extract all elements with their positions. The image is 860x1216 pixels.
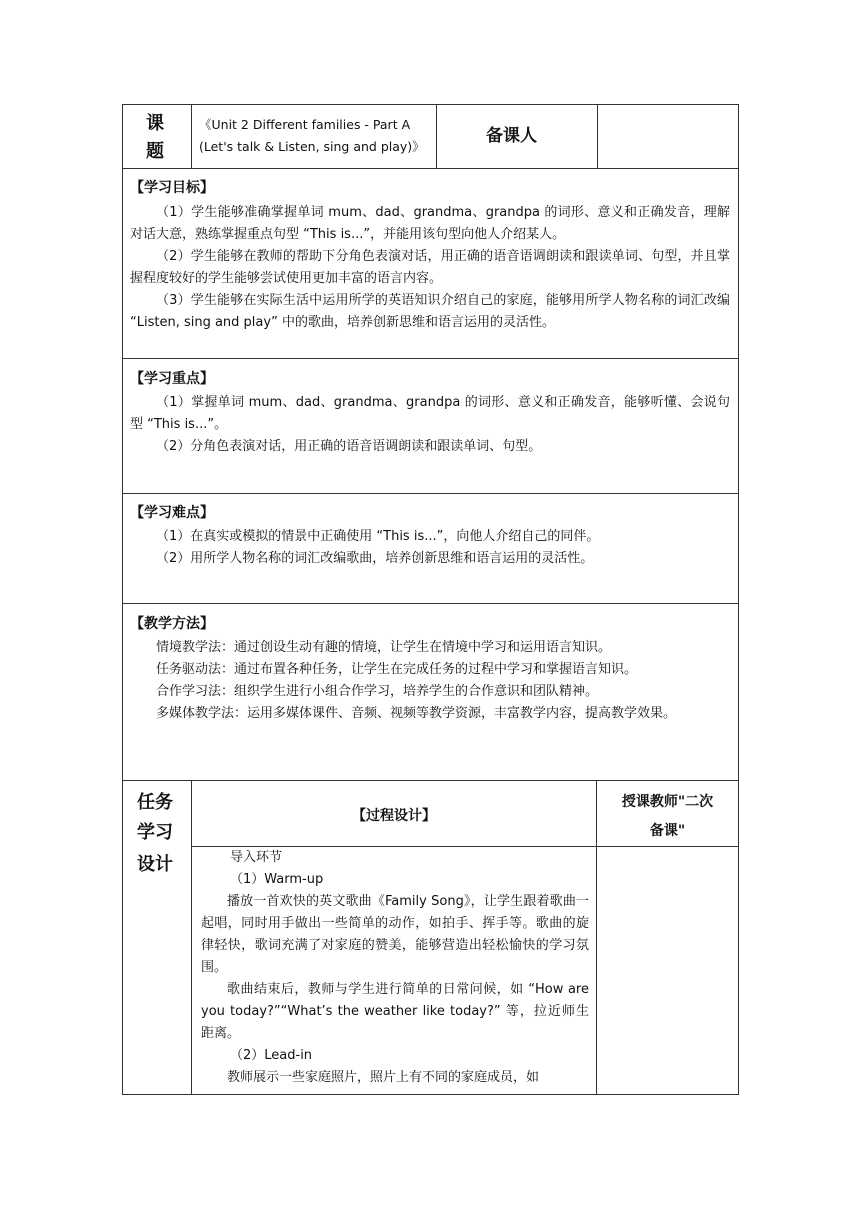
objective-item: （2）学生能够在教师的帮助下分角色表演对话，用正确的语音语调朗读和跟读单词、句型，并且掌握程度较好的学生能够尝试使用更加丰富的语言内容。	[130, 249, 730, 286]
process-paragraph: 歌曲结束后，教师与学生进行简单的日常问候，如 “How are you today?”“What’s the weather like today?” 等，拉近师生距离。	[201, 982, 589, 1041]
task-label-line: 学习	[137, 822, 173, 843]
lesson-title-line2: (Let's talk & Listen, sing and play)》	[199, 139, 425, 154]
objectives-heading: 【学习目标】	[130, 180, 214, 196]
key-points-heading: 【学习重点】	[130, 371, 214, 387]
method-item: 多媒体教学法：运用多媒体课件、音频、视频等教学资源，丰富教学内容，提高教学效果。	[156, 706, 677, 721]
key-point-item: （2）分角色表演对话，用正确的语音语调朗读和跟读单词、句型。	[156, 439, 542, 454]
process-sub-heading: （2）Lead-in	[230, 1048, 313, 1063]
difficulties-heading: 【学习难点】	[130, 505, 214, 521]
process-paragraph: 播放一首欢快的英文歌曲《Family Song》，让学生跟着歌曲一起唱，同时用手做出一些简单的动作，如拍手、挥手等。歌曲的旋律轻快，歌词充满了对家庭的赞美，能够营造出轻松愉快的学习氛围。	[201, 894, 589, 975]
process-heading: 【过程设计】	[352, 808, 436, 824]
method-item: 合作学习法：组织学生进行小组合作学习，培养学生的合作意识和团队精神。	[156, 684, 599, 699]
objective-item: （3）学生能够在实际生活中运用所学的英语知识介绍自己的家庭，能够用所学人物名称的词汇改编 “Listen, sing and play” 中的歌曲，培养创新思维和语言运用的灵活性。	[130, 293, 730, 330]
header-label-top: 课	[146, 113, 164, 134]
header-label-bottom: 题	[146, 141, 164, 162]
process-section-title: 导入环节	[230, 850, 283, 865]
teacher-heading-line2: 备课"	[649, 823, 686, 839]
teacher-heading-line1: 授课教师"二次	[621, 794, 714, 810]
process-sub-heading: （1）Warm-up	[230, 872, 324, 887]
method-item: 情境教学法：通过创设生动有趣的情境，让学生在情境中学习和运用语言知识。	[156, 640, 612, 655]
difficulty-item: （1）在真实或模拟的情景中正确使用 “This is...”，向他人介绍自己的同伴。	[156, 529, 600, 544]
process-paragraph: 教师展示一些家庭照片，照片上有不同的家庭成员，如	[227, 1070, 540, 1085]
task-label-line: 设计	[137, 854, 173, 875]
objective-item: （1）学生能够准确掌握单词 mum、dad、grandma、grandpa 的词形、意义和正确发音，理解对话大意，熟练掌握重点句型 “This is...”，并能用该句型向他人介绍某人。	[130, 205, 730, 242]
task-label-line: 任务	[137, 792, 173, 813]
difficulty-item: （2）用所学人物名称的词汇改编歌曲，培养创新思维和语言运用的灵活性。	[156, 551, 594, 566]
method-item: 任务驱动法：通过布置各种任务，让学生在完成任务的过程中学习和掌握语言知识。	[156, 662, 638, 677]
methods-heading: 【教学方法】	[130, 616, 214, 632]
lesson-title-line1: 《Unit 2 Different families - Part A	[199, 117, 411, 132]
preparer-label: 备课人	[486, 126, 537, 146]
key-point-item: （1）掌握单词 mum、dad、grandma、grandpa 的词形、意义和正确发音，能够听懂、会说句型 “This is...”。	[130, 395, 730, 432]
